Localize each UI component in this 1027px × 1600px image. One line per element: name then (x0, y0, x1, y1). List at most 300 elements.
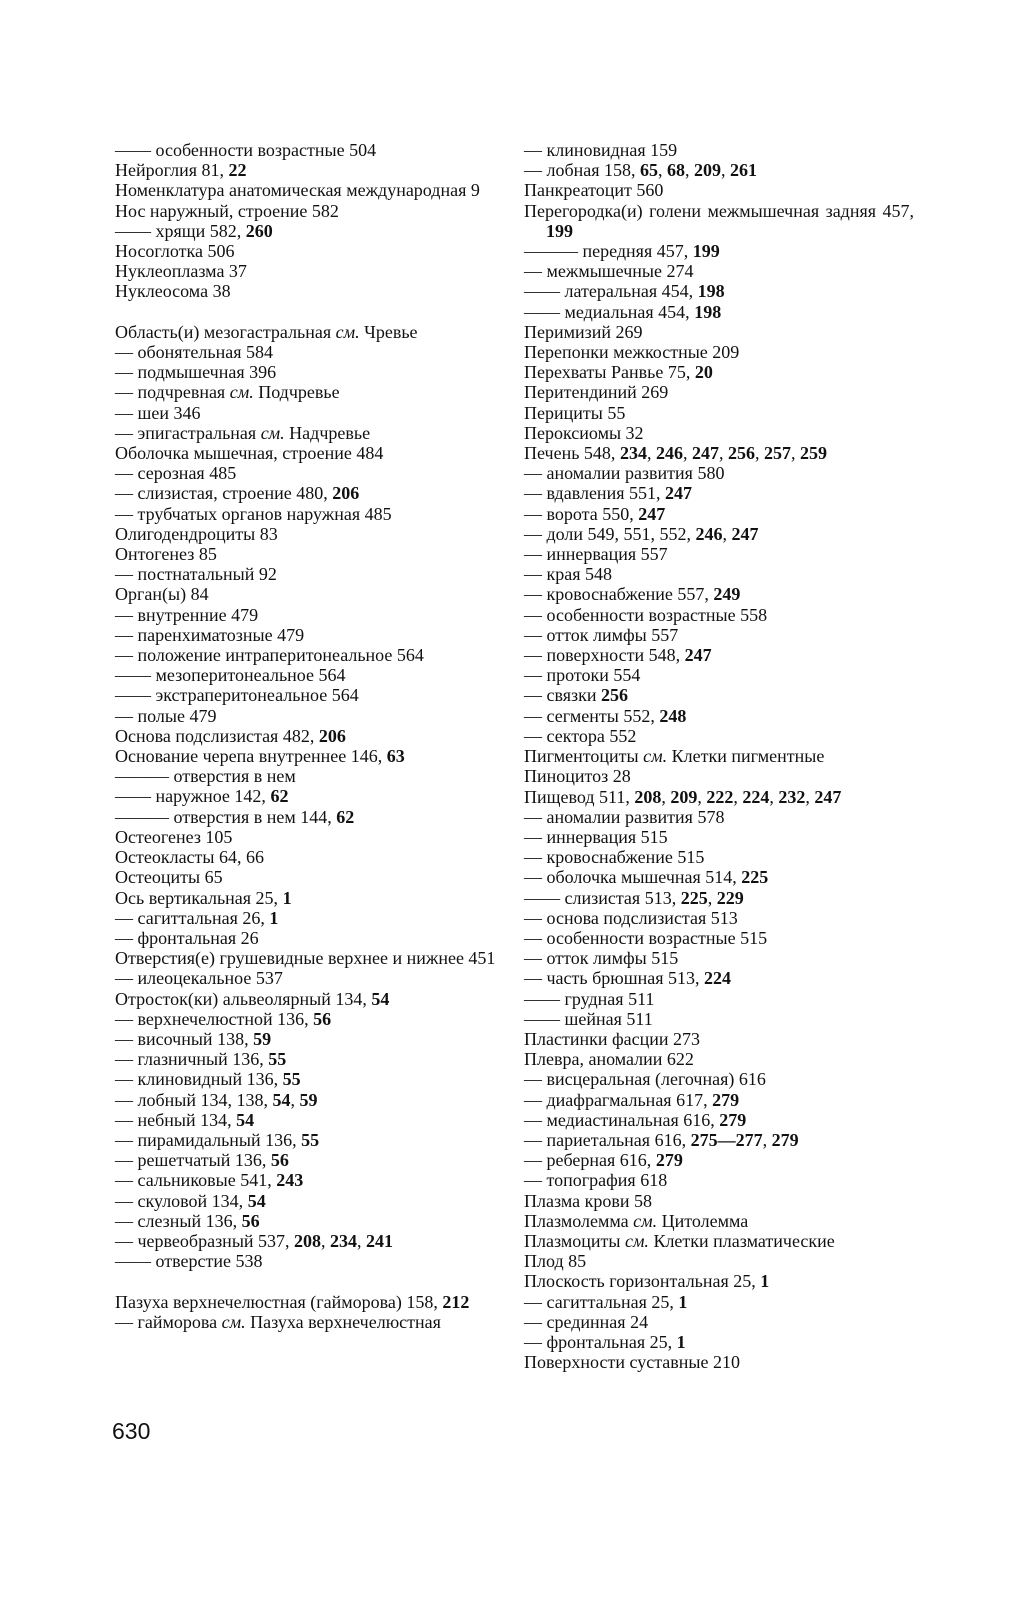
illustration-page-ref: 59 (299, 1089, 318, 1110)
illustration-page-ref: 247 (684, 645, 712, 666)
entry-text: — сагиттальная 26, (115, 907, 270, 928)
entry-text: —— отверстие 538 (115, 1251, 263, 1272)
index-column-left (115, 140, 505, 1332)
index-entry (115, 403, 505, 423)
index-entry (115, 281, 505, 301)
index-entry (524, 665, 914, 685)
entry-text: , (722, 523, 732, 544)
entry-text: — сегменты 552, (524, 705, 660, 726)
entry-text: Плевра, аномалии 622 (524, 1049, 694, 1070)
entry-text: — подчревная (115, 382, 230, 403)
entry-text: ——— отверстия в нем 144, (115, 806, 337, 827)
illustration-page-ref: 275—277 (690, 1129, 763, 1150)
illustration-page-ref: 232 (778, 786, 806, 807)
index-section-gap (115, 302, 505, 322)
entry-text: — отток лимфы 515 (524, 948, 679, 969)
entry-text: — пирамидальный 136, (115, 1129, 302, 1150)
entry-text: , (769, 786, 779, 807)
entry-text: , (805, 786, 815, 807)
index-entry (524, 180, 914, 200)
index-entry (115, 908, 505, 928)
index-entry (524, 302, 914, 322)
illustration-page-ref: 208 (294, 1230, 322, 1251)
illustration-page-ref: 256 (601, 685, 629, 706)
index-entry (524, 342, 914, 362)
illustration-page-ref: 225 (741, 867, 769, 888)
index-section-gap (115, 1271, 505, 1291)
index-entry (524, 706, 914, 726)
index-entry (524, 140, 914, 160)
entry-text: Олигодендроциты 83 (115, 523, 278, 544)
index-entry (115, 504, 505, 524)
index-entry (115, 645, 505, 665)
entry-text: — подмышечная 396 (115, 362, 277, 383)
illustration-page-ref: 63 (386, 746, 405, 767)
entry-text: — верхнечелюстной 136, (115, 1008, 314, 1029)
entry-text: — аномалии развития 580 (524, 463, 725, 484)
index-entry (524, 1231, 914, 1251)
see-reference: см. (335, 321, 360, 342)
index-entry (524, 605, 914, 625)
illustration-page-ref: 1 (676, 1331, 686, 1352)
index-entry (115, 241, 505, 261)
entry-text: , (762, 1129, 772, 1150)
index-entry (524, 160, 914, 180)
index-entry (524, 888, 914, 908)
entry-text: Пазуха верхнечелюстная (245, 1311, 441, 1332)
entry-text: Клетки плазматические (648, 1230, 835, 1251)
entry-text: — илеоцекальное 537 (115, 968, 283, 989)
index-entry (115, 1170, 505, 1190)
entry-text: — слизистая, строение 480, (115, 483, 333, 504)
entry-text: Остеоциты 65 (115, 867, 223, 888)
index-entry (115, 180, 505, 200)
illustration-page-ref: 234 (619, 443, 647, 464)
index-entry (115, 1130, 505, 1150)
entry-text: Отросток(ки) альвеолярный 134, (115, 988, 372, 1009)
see-reference: см. (221, 1311, 246, 1332)
index-entry (524, 867, 914, 887)
index-entry (524, 281, 914, 301)
entry-text: — слезный 136, (115, 1210, 242, 1231)
index-entry (115, 625, 505, 645)
index-entry (115, 1090, 505, 1110)
index-entry (524, 1332, 914, 1352)
illustration-page-ref: 243 (276, 1170, 304, 1191)
illustration-page-ref: 247 (664, 483, 692, 504)
entry-text: —— наружное 142, (115, 786, 271, 807)
index-entry (524, 968, 914, 988)
entry-text: — особенности возрастные 558 (524, 604, 768, 625)
index-entry (115, 1069, 505, 1089)
illustration-page-ref: 56 (270, 1150, 289, 1171)
entry-text: —— грудная 511 (524, 988, 655, 1009)
entry-text: , (733, 786, 743, 807)
index-entry (524, 1069, 914, 1089)
index-entry (115, 1009, 505, 1029)
entry-text: Основа подслизистая 482, (115, 725, 319, 746)
index-entry (115, 483, 505, 503)
see-reference: см. (260, 422, 285, 443)
index-entry (115, 140, 505, 160)
index-entry (115, 584, 505, 604)
entry-text: Перитендиний 269 (524, 382, 669, 403)
illustration-page-ref: 247 (814, 786, 842, 807)
illustration-page-ref: 54 (272, 1089, 291, 1110)
illustration-page-ref: 1 (282, 887, 292, 908)
index-entry (115, 685, 505, 705)
illustration-page-ref: 249 (713, 584, 741, 605)
entry-text: — червеобразный 537, (115, 1230, 295, 1251)
index-entry (524, 1049, 914, 1069)
entry-text: Клетки пигментные (667, 746, 825, 767)
entry-text: Отверстия(е) грушевидные верхнее и нижнее 451 (115, 948, 496, 969)
index-entry (524, 1211, 914, 1231)
entry-text: Печень 548, (524, 443, 620, 464)
illustration-page-ref: 54 (236, 1109, 255, 1130)
entry-text: Чревье (359, 321, 418, 342)
entry-text: Перегородка(и) голени межмышечная задняя 457, (524, 200, 914, 221)
entry-text: —— особенности возрастные 504 (115, 140, 377, 160)
entry-text: —— экстраперитонеальное 564 (115, 685, 359, 706)
index-entry (524, 524, 914, 544)
illustration-page-ref: 247 (638, 503, 666, 524)
entry-text: , (321, 1230, 331, 1251)
entry-text: — связки (524, 685, 602, 706)
index-entry (115, 524, 505, 544)
entry-text: —— шейная 511 (524, 1008, 653, 1029)
entry-text: Пищевод 511, (524, 786, 635, 807)
entry-text: — решетчатый 136, (115, 1150, 271, 1171)
entry-text: — протоки 554 (524, 665, 641, 686)
entry-text: — эпигастральная (115, 422, 261, 443)
entry-text: Основание черепа внутреннее 146, (115, 746, 387, 767)
entry-text: Пиноцитоз 28 (524, 766, 631, 787)
index-entry (524, 322, 914, 342)
index-entry (524, 1352, 914, 1372)
index-entry (115, 1312, 505, 1332)
index-entry (524, 827, 914, 847)
illustration-page-ref: 260 (245, 220, 273, 241)
illustration-page-ref: 279 (771, 1129, 799, 1150)
entry-text: Онтогенез 85 (115, 544, 217, 565)
illustration-page-ref: 68 (667, 160, 686, 181)
illustration-page-ref: 199 (546, 220, 573, 241)
illustration-page-ref: 248 (659, 705, 687, 726)
index-entry (524, 685, 914, 705)
illustration-page-ref: 20 (694, 362, 713, 383)
entry-text: , (721, 160, 731, 181)
entry-text: — обонятельная 584 (115, 342, 274, 363)
index-entry (524, 544, 914, 564)
entry-text: , (646, 443, 656, 464)
illustration-page-ref: 279 (719, 1109, 747, 1130)
entry-text: Область(и) мезогастральная (115, 321, 336, 342)
entry-text: — доли 549, 551, 552, (524, 523, 696, 544)
entry-text: — полые 479 (115, 705, 217, 726)
entry-text: —— слизистая 513, (524, 887, 681, 908)
index-entry (115, 989, 505, 1009)
index-entry (524, 382, 914, 402)
entry-text: Ось вертикальная 25, (115, 887, 283, 908)
entry-text: Нейроглия 81, (115, 160, 229, 181)
illustration-page-ref: 59 (253, 1028, 272, 1049)
entry-text: Плазмолемма (524, 1210, 634, 1231)
illustration-page-ref: 246 (695, 523, 723, 544)
index-entry (115, 1150, 505, 1170)
index-entry (524, 1009, 914, 1029)
entry-text: — паренхиматозные 479 (115, 624, 305, 645)
index-entry (524, 564, 914, 584)
index-entry (524, 241, 914, 261)
entry-text: — оболочка мышечная 514, (524, 867, 742, 888)
entry-text: Подчревье (253, 382, 340, 403)
illustration-page-ref: 206 (318, 725, 346, 746)
entry-text: — иннервация 557 (524, 544, 668, 565)
entry-text: — серозная 485 (115, 463, 237, 484)
entry-text: — сагиттальная 25, (524, 1291, 679, 1312)
illustration-page-ref: 222 (706, 786, 734, 807)
entry-text: , (790, 443, 800, 464)
entry-text: — фронтальная 26 (115, 927, 259, 948)
entry-text: — кровоснабжение 515 (524, 847, 705, 868)
index-entry (115, 746, 505, 766)
index-entry (524, 1271, 914, 1291)
entry-text: — сальниковые 541, (115, 1170, 277, 1191)
entry-text: Плод 85 (524, 1251, 587, 1272)
entry-text: Перехваты Ранвье 75, (524, 362, 695, 383)
index-entry (524, 483, 914, 503)
index-entry (115, 888, 505, 908)
entry-text: — аномалии развития 578 (524, 806, 725, 827)
illustration-page-ref: 224 (742, 786, 770, 807)
entry-text: — лобная 158, (524, 160, 641, 181)
illustration-page-ref: 62 (270, 786, 289, 807)
index-entry (115, 342, 505, 362)
entry-text: — постнатальный 92 (115, 564, 277, 585)
illustration-page-ref: 212 (442, 1291, 470, 1312)
entry-text: — шеи 346 (115, 402, 201, 423)
entry-text: ——— отверстия в нем (115, 766, 296, 787)
index-entry (115, 605, 505, 625)
index-entry (524, 746, 914, 766)
entry-text: — небный 134, (115, 1109, 237, 1130)
illustration-page-ref: 241 (366, 1230, 394, 1251)
illustration-page-ref: 54 (247, 1190, 266, 1211)
entry-text: — межмышечные 274 (524, 261, 694, 282)
illustration-page-ref: 22 (228, 160, 247, 181)
entry-text: —— мезоперитонеальное 564 (115, 665, 346, 686)
entry-text: — ворота 550, (524, 503, 639, 524)
entry-text: Остеокласты 64, 66 (115, 847, 265, 868)
index-entry (524, 1312, 914, 1332)
entry-text: Перициты 55 (524, 402, 626, 423)
illustration-page-ref: 198 (694, 301, 722, 322)
index-entry (524, 807, 914, 827)
index-entry (524, 948, 914, 968)
index-entry (524, 362, 914, 382)
entry-text: — отток лимфы 557 (524, 624, 679, 645)
see-reference: см. (624, 1230, 649, 1251)
index-entry (115, 968, 505, 988)
index-entry (524, 726, 914, 746)
illustration-page-ref: 246 (655, 443, 683, 464)
index-entry (524, 1170, 914, 1190)
entry-text: —— хрящи 582, (115, 220, 246, 241)
entry-text: — топография 618 (524, 1170, 668, 1191)
entry-text: Плоскость горизонтальная 25, (524, 1271, 761, 1292)
index-entry (524, 1029, 914, 1049)
entry-text: Надчревье (284, 422, 371, 443)
illustration-page-ref: 208 (634, 786, 662, 807)
index-entry (115, 1292, 505, 1312)
entry-text: , (290, 1089, 300, 1110)
entry-text: — париетальная 616, (524, 1129, 691, 1150)
entry-text: , (682, 443, 692, 464)
entry-text: Перимизий 269 (524, 321, 643, 342)
entry-text: — основа подслизистая 513 (524, 907, 738, 928)
entry-text: Плазмоциты (524, 1230, 625, 1251)
entry-text: — височный 138, (115, 1028, 254, 1049)
index-entry (524, 1150, 914, 1170)
illustration-page-ref: 55 (268, 1049, 287, 1070)
index-entry (115, 423, 505, 443)
entry-text: — клиновидный 136, (115, 1069, 283, 1090)
index-column-right (524, 140, 914, 1372)
index-entry (115, 807, 505, 827)
entry-text: , (697, 786, 707, 807)
see-reference: см. (643, 746, 668, 767)
index-entry (115, 665, 505, 685)
index-entry (524, 1191, 914, 1211)
entry-text: — кровоснабжение 557, (524, 584, 714, 605)
illustration-page-ref: 1 (760, 1271, 770, 1292)
entry-text: — лобный 134, 138, (115, 1089, 273, 1110)
index-entry (115, 948, 505, 968)
illustration-page-ref: 56 (241, 1210, 260, 1231)
index-entry (524, 847, 914, 867)
index-entry (115, 867, 505, 887)
entry-text: Нос наружный, строение 582 (115, 200, 339, 221)
index-entry (115, 1211, 505, 1231)
entry-text: , (658, 160, 668, 181)
illustration-page-ref: 56 (313, 1008, 332, 1029)
entry-text: Пигментоциты (524, 746, 644, 767)
illustration-page-ref: 247 (731, 523, 759, 544)
entry-text: , (685, 160, 695, 181)
illustration-page-ref: 259 (799, 443, 827, 464)
index-entry (115, 706, 505, 726)
illustration-page-ref: 198 (697, 281, 725, 302)
index-entry (524, 1130, 914, 1150)
entry-text: — положение интраперитонеальное 564 (115, 645, 424, 666)
index-entry (524, 989, 914, 1009)
entry-text: Поверхности суставные 210 (524, 1352, 740, 1373)
entry-text: Плазма крови 58 (524, 1190, 652, 1211)
illustration-page-ref: 229 (716, 887, 744, 908)
illustration-page-ref: 206 (332, 483, 360, 504)
index-entry (524, 504, 914, 524)
illustration-page-ref: 247 (691, 443, 719, 464)
index-entry (115, 463, 505, 483)
index-entry (524, 423, 914, 443)
illustration-page-ref: 225 (680, 887, 708, 908)
entry-text: Пластинки фасции 273 (524, 1028, 701, 1049)
index-entry (524, 443, 914, 463)
index-entry (524, 261, 914, 281)
index-entry (524, 584, 914, 604)
page-number: 630 (112, 1418, 151, 1444)
index-entry (115, 726, 505, 746)
entry-text: Цитолемма (657, 1210, 749, 1231)
illustration-page-ref: 209 (670, 786, 698, 807)
index-entry (524, 787, 914, 807)
illustration-page-ref: 62 (336, 806, 355, 827)
illustration-page-ref: 55 (282, 1069, 301, 1090)
index-entry (115, 382, 505, 402)
entry-text: — клиновидная 159 (524, 140, 678, 160)
index-entry (524, 928, 914, 948)
entry-text: —— медиальная 454, (524, 301, 695, 322)
entry-text: , (754, 443, 764, 464)
illustration-page-ref: 257 (763, 443, 791, 464)
index-entry (115, 362, 505, 382)
see-reference: см. (633, 1210, 658, 1231)
index-entry (524, 403, 914, 423)
entry-text: —— латеральная 454, (524, 281, 698, 302)
entry-text: — срединная 24 (524, 1311, 649, 1332)
index-entry (115, 786, 505, 806)
entry-text: , (357, 1230, 367, 1251)
entry-text: — поверхности 548, (524, 645, 685, 666)
entry-text: — трубчатых органов наружная 485 (115, 503, 392, 524)
index-entry (115, 221, 505, 241)
index-entry (115, 544, 505, 564)
index-entry (524, 1292, 914, 1312)
illustration-page-ref: 54 (371, 988, 390, 1009)
entry-text: — висцеральная (легочная) 616 (524, 1069, 766, 1090)
see-reference: см. (229, 382, 254, 403)
illustration-page-ref: 279 (655, 1150, 683, 1171)
index-entry (524, 625, 914, 645)
index-entry (524, 1110, 914, 1130)
index-entry (115, 1231, 505, 1251)
index-entry (115, 443, 505, 463)
index-entry (524, 201, 914, 241)
illustration-page-ref: 261 (730, 160, 758, 181)
entry-text: , (707, 887, 717, 908)
illustration-page-ref: 209 (694, 160, 722, 181)
entry-text: — иннервация 515 (524, 826, 668, 847)
index-entry (115, 847, 505, 867)
illustration-page-ref: 199 (692, 241, 720, 262)
entry-text: Нуклеоплазма 37 (115, 261, 247, 282)
index-entry (115, 827, 505, 847)
illustration-page-ref: 65 (640, 160, 659, 181)
entry-text: Нуклеосома 38 (115, 281, 231, 302)
index-entry (115, 1049, 505, 1069)
entry-text: — вдавления 551, (524, 483, 665, 504)
illustration-page-ref: 224 (703, 968, 731, 989)
entry-text: Номенклатура анатомическая международная 9 (115, 180, 480, 201)
entry-text: Орган(ы) 84 (115, 584, 209, 605)
index-entry (115, 1029, 505, 1049)
illustration-page-ref: 234 (330, 1230, 358, 1251)
index-entry (524, 645, 914, 665)
index-entry (524, 463, 914, 483)
illustration-page-ref: 256 (727, 443, 755, 464)
index-entry (524, 1090, 914, 1110)
